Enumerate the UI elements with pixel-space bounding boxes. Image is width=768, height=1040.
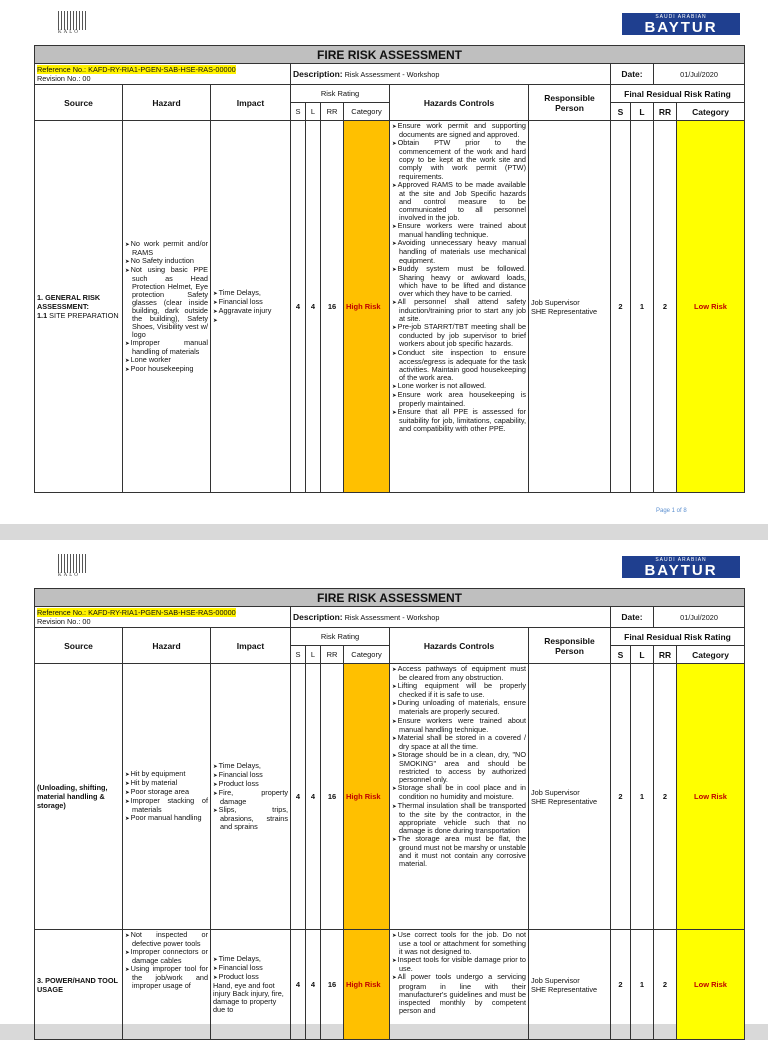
list-item: ➤ Buddy system must be followed. Sharing heavy or awkward loads, which have to be lifted and distance over which they have to be carried.: [392, 265, 526, 298]
source-cell: [35, 664, 123, 930]
hazard-cell: [123, 664, 211, 930]
list-item: ➤ Use correct tools for the job. Do not use a tool or attachment for something it was not designed to.: [392, 931, 526, 956]
controls-cell: [390, 121, 529, 493]
col-hazard: Hazard: [123, 85, 211, 121]
col-controls: Hazards Controls: [390, 628, 529, 664]
list-item: ➤ All power tools undergo a servicing program in line with their manufacturer's guidelines and must be inspected monthly by competent person and: [392, 973, 526, 1014]
list-item: [213, 316, 288, 325]
col-risk-rating: Risk Rating: [291, 628, 390, 646]
list-item: ➤ Improper connectors or damage cables: [125, 948, 208, 965]
final-likelihood-value: 1: [631, 664, 654, 930]
source-subtitle: SITE PREPARATION: [47, 311, 119, 320]
responsible-person: SHE Representative: [531, 796, 598, 806]
list-item: ➤ Ensure workers were trained about manual handling technique.: [392, 222, 526, 239]
final-risk-rating-value: 2: [654, 930, 677, 1040]
table-row: [35, 930, 745, 1040]
hazard-cell: [123, 930, 211, 1040]
list-item: ➤ Lone worker: [125, 356, 208, 365]
list-item: ➤ Avoiding unnecessary heavy manual handling of materials use mechanical equipment.: [392, 239, 526, 264]
source-subnumber: 1.1: [37, 311, 48, 320]
list-item: ➤ Lifting equipment will be properly checked if it is safe to use.: [392, 682, 526, 699]
col-rr: RR: [321, 646, 344, 664]
risk-table-page-2: [34, 588, 745, 1040]
responsible-cell: [529, 664, 611, 930]
col-category: Category: [344, 646, 390, 664]
list-item: ➤ Time Delays,: [213, 955, 288, 964]
col-final-rating: Final Residual Risk Rating: [611, 85, 745, 103]
source-cell: [35, 930, 123, 1040]
final-category-badge: Low Risk: [677, 121, 745, 493]
risk-category-badge: High Risk: [344, 930, 390, 1040]
final-likelihood-value: 1: [631, 121, 654, 493]
likelihood-value: 4: [306, 121, 321, 493]
list-item: ➤ Approved RAMS to be made available at the site and Job Specific hazards and control measure to be communicated to all personnel involved in the job.: [392, 181, 526, 222]
impact-cell: [211, 930, 291, 1040]
list-item: ➤ Improper manual handling of materials: [125, 339, 208, 356]
reference-number: Reference No.: KAFD-RY-RIA1-PGEN-SAB-HSE-RAS-00000: [37, 65, 236, 74]
col-l: L: [306, 646, 321, 664]
col-source: Source: [35, 628, 123, 664]
col-final-s: S: [611, 103, 631, 121]
list-item: ➤ Pre-job STARRT/TBT meeting shall be conducted by job supervisor to brief workers about job specific hazards.: [392, 323, 526, 348]
reference-cell: [35, 607, 291, 628]
description-label: Description:: [293, 69, 343, 79]
source-cell: [35, 121, 123, 493]
kalo-logo-mark: [58, 554, 86, 573]
list-item: ➤ Slips, trips, abrasions, strains and sprains: [213, 806, 288, 831]
col-final-rating: Final Residual Risk Rating: [611, 628, 745, 646]
col-final-l: L: [631, 646, 654, 664]
col-source: Source: [35, 85, 123, 121]
col-responsible: Responsible Person: [529, 628, 611, 664]
baytur-logo: [622, 13, 740, 35]
col-rr: RR: [321, 103, 344, 121]
baytur-logo-small: SAUDI ARABIAN: [655, 557, 707, 563]
list-item: ➤ Access pathways of equipment must be cleared from any obstruction.: [392, 665, 526, 682]
responsible-person: Job Supervisor: [531, 975, 580, 985]
col-s: S: [291, 103, 306, 121]
kalo-logo-text: KALO: [58, 573, 80, 578]
controls-cell: [390, 664, 529, 930]
list-item: ➤ Thermal insulation shall be transported to the site by the contractor, in the appropriate vehicle such that no damage is done during transportation: [392, 802, 526, 835]
hazard-cell: [123, 121, 211, 493]
col-hazard: Hazard: [123, 628, 211, 664]
col-category: Category: [344, 103, 390, 121]
col-final-s: S: [611, 646, 631, 664]
list-item: ➤ Inspect tools for visible damage prior to use.: [392, 956, 526, 973]
impact-extra: Hand, eye and foot injury Back injury, fire, damage to property due to: [213, 981, 284, 1014]
page-title: FIRE RISK ASSESSMENT: [35, 589, 745, 607]
risk-rating-value: 16: [321, 664, 344, 930]
col-risk-rating: Risk Rating: [291, 85, 390, 103]
col-final-rr: RR: [654, 646, 677, 664]
col-responsible: Responsible Person: [529, 85, 611, 121]
final-likelihood-value: 1: [631, 930, 654, 1040]
final-category-badge: Low Risk: [677, 664, 745, 930]
col-s: S: [291, 646, 306, 664]
list-item: ➤ All personnel shall attend safety induction/training prior to start any job at site.: [392, 298, 526, 323]
date-label: Date:: [611, 64, 654, 85]
final-risk-rating-value: 2: [654, 121, 677, 493]
list-item: ➤ No Safety induction: [125, 257, 208, 266]
risk-rating-value: 16: [321, 121, 344, 493]
col-l: L: [306, 103, 321, 121]
revision-number: Revision No.: 00: [37, 74, 91, 83]
description-cell: [291, 64, 611, 85]
severity-value: 4: [291, 121, 306, 493]
impact-cell: [211, 121, 291, 493]
list-item: ➤ During unloading of materials, ensure materials are properly secured.: [392, 699, 526, 716]
list-item: ➤ No work permit and/or RAMS: [125, 240, 208, 257]
final-risk-rating-value: 2: [654, 664, 677, 930]
risk-rating-value: 16: [321, 930, 344, 1040]
impact-cell: [211, 664, 291, 930]
responsible-person: SHE Representative: [531, 306, 598, 316]
date-label: Date:: [611, 607, 654, 628]
controls-cell: [390, 930, 529, 1040]
list-item: ➤ Product loss: [213, 973, 288, 982]
col-final-rr: RR: [654, 103, 677, 121]
list-item: ➤ Product loss: [213, 780, 288, 789]
list-item: ➤ Ensure workers were trained about manual handling technique.: [392, 717, 526, 734]
baytur-logo-text: BAYTUR: [644, 562, 718, 579]
list-item: ➤ Time Delays,: [213, 762, 288, 771]
severity-value: 4: [291, 664, 306, 930]
list-item: ➤ Hit by equipment: [125, 770, 208, 779]
list-item: ➤ Poor manual handling: [125, 814, 208, 823]
list-item: ➤ Time Delays,: [213, 289, 288, 298]
list-item: ➤ Lone worker is not allowed.: [392, 382, 526, 391]
list-item: ➤ Fire, property damage: [213, 789, 288, 806]
description-value: Risk Assessment - Workshop: [344, 613, 440, 622]
list-item: ➤ Ensure work permit and supporting documents are signed and approved.: [392, 122, 526, 139]
list-item: ➤ Financial loss: [213, 771, 288, 780]
description-label: Description:: [293, 612, 343, 622]
table-row: [35, 121, 745, 493]
col-controls: Hazards Controls: [390, 85, 529, 121]
reference-cell: [35, 64, 291, 85]
severity-value: 4: [291, 930, 306, 1040]
reference-number: Reference No.: KAFD-RY-RIA1-PGEN-SAB-HSE-RAS-00000: [37, 608, 236, 617]
list-item: ➤ The storage area must be flat, the ground must not be marshy or unstable and it must not contain any corrosive material.: [392, 835, 526, 868]
date-value: 01/Jul/2020: [654, 607, 745, 628]
responsible-person: Job Supervisor: [531, 787, 580, 797]
page-number: Page 1 of 8: [656, 508, 687, 514]
col-impact: Impact: [211, 628, 291, 664]
page-2: [0, 540, 768, 1024]
source-title: 3. POWER/HAND TOOL USAGE: [37, 975, 118, 994]
list-item: ➤ Financial loss: [213, 964, 288, 973]
baytur-logo: [622, 556, 740, 578]
final-severity-value: 2: [611, 664, 631, 930]
list-item: ➤ Ensure that all PPE is assessed for suitability for job, limitations, capability, and compatibility with other PPE.: [392, 408, 526, 433]
risk-category-badge: High Risk: [344, 664, 390, 930]
list-item: ➤ Improper stacking of materials: [125, 797, 208, 814]
kalo-logo: [58, 554, 86, 580]
responsible-cell: [529, 121, 611, 493]
col-final-category: Category: [677, 646, 745, 664]
date-value: 01/Jul/2020: [654, 64, 745, 85]
list-item: ➤ Financial loss: [213, 298, 288, 307]
list-item: ➤ Ensure work area housekeeping is properly maintained.: [392, 391, 526, 408]
baytur-logo-small: SAUDI ARABIAN: [655, 14, 707, 20]
responsible-person: SHE Representative: [531, 984, 598, 994]
baytur-logo-text: BAYTUR: [644, 19, 718, 36]
likelihood-value: 4: [306, 930, 321, 1040]
list-item: ➤ Poor housekeeping: [125, 365, 208, 374]
list-item: ➤ Using improper tool for the job/work and improper usage of: [125, 965, 208, 990]
table-row: [35, 664, 745, 930]
list-item: ➤ Not inspected or defective power tools: [125, 931, 208, 948]
revision-number: Revision No.: 00: [37, 617, 91, 626]
list-item: ➤ Not using basic PPE such as Head Protection Helmet, Eye protection Safety glasses (clear inside building, dark outside the building), Safety Shoes, Visibility vest w/ logo: [125, 266, 208, 339]
col-final-category: Category: [677, 103, 745, 121]
col-impact: Impact: [211, 85, 291, 121]
col-final-l: L: [631, 103, 654, 121]
list-item: ➤ Obtain PTW prior to the commencement of the work and hard copy to be kept at the work site and comply with work permit (PTW) requirements.: [392, 139, 526, 180]
list-item: ➤ Material shall be stored in a covered / dry space at all the time.: [392, 734, 526, 751]
kalo-logo-text: KALO: [58, 30, 80, 35]
responsible-cell: [529, 930, 611, 1040]
source-title: 1. GENERAL RISK ASSESSMENT:: [37, 293, 101, 311]
source-title: (Unloading, shifting, material handling & storage): [37, 783, 108, 810]
description-value: Risk Assessment - Workshop: [344, 70, 440, 79]
list-item: ➤ Storage should be in a clean, dry, "NO SMOKING" area and should be restricted to access by authorized personnel only.: [392, 751, 526, 784]
final-category-badge: Low Risk: [677, 930, 745, 1040]
risk-category-badge: High Risk: [344, 121, 390, 493]
risk-table-page-1: [34, 45, 745, 493]
likelihood-value: 4: [306, 664, 321, 930]
list-item: ➤ Poor storage area: [125, 788, 208, 797]
final-severity-value: 2: [611, 930, 631, 1040]
final-severity-value: 2: [611, 121, 631, 493]
list-item: ➤ Hit by material: [125, 779, 208, 788]
list-item: ➤ Storage shall be in cool place and in condition no humidity and moisture.: [392, 784, 526, 801]
description-cell: [291, 607, 611, 628]
responsible-person: Job Supervisor: [531, 297, 580, 307]
page-title: FIRE RISK ASSESSMENT: [35, 46, 745, 64]
list-item: ➤ Conduct site inspection to ensure access/egress is adequate for the task activities. Maintain good housekeeping of the work area.: [392, 349, 526, 382]
kalo-logo: [58, 11, 86, 37]
list-item: ➤ Aggravate injury: [213, 307, 288, 316]
kalo-logo-mark: [58, 11, 86, 30]
